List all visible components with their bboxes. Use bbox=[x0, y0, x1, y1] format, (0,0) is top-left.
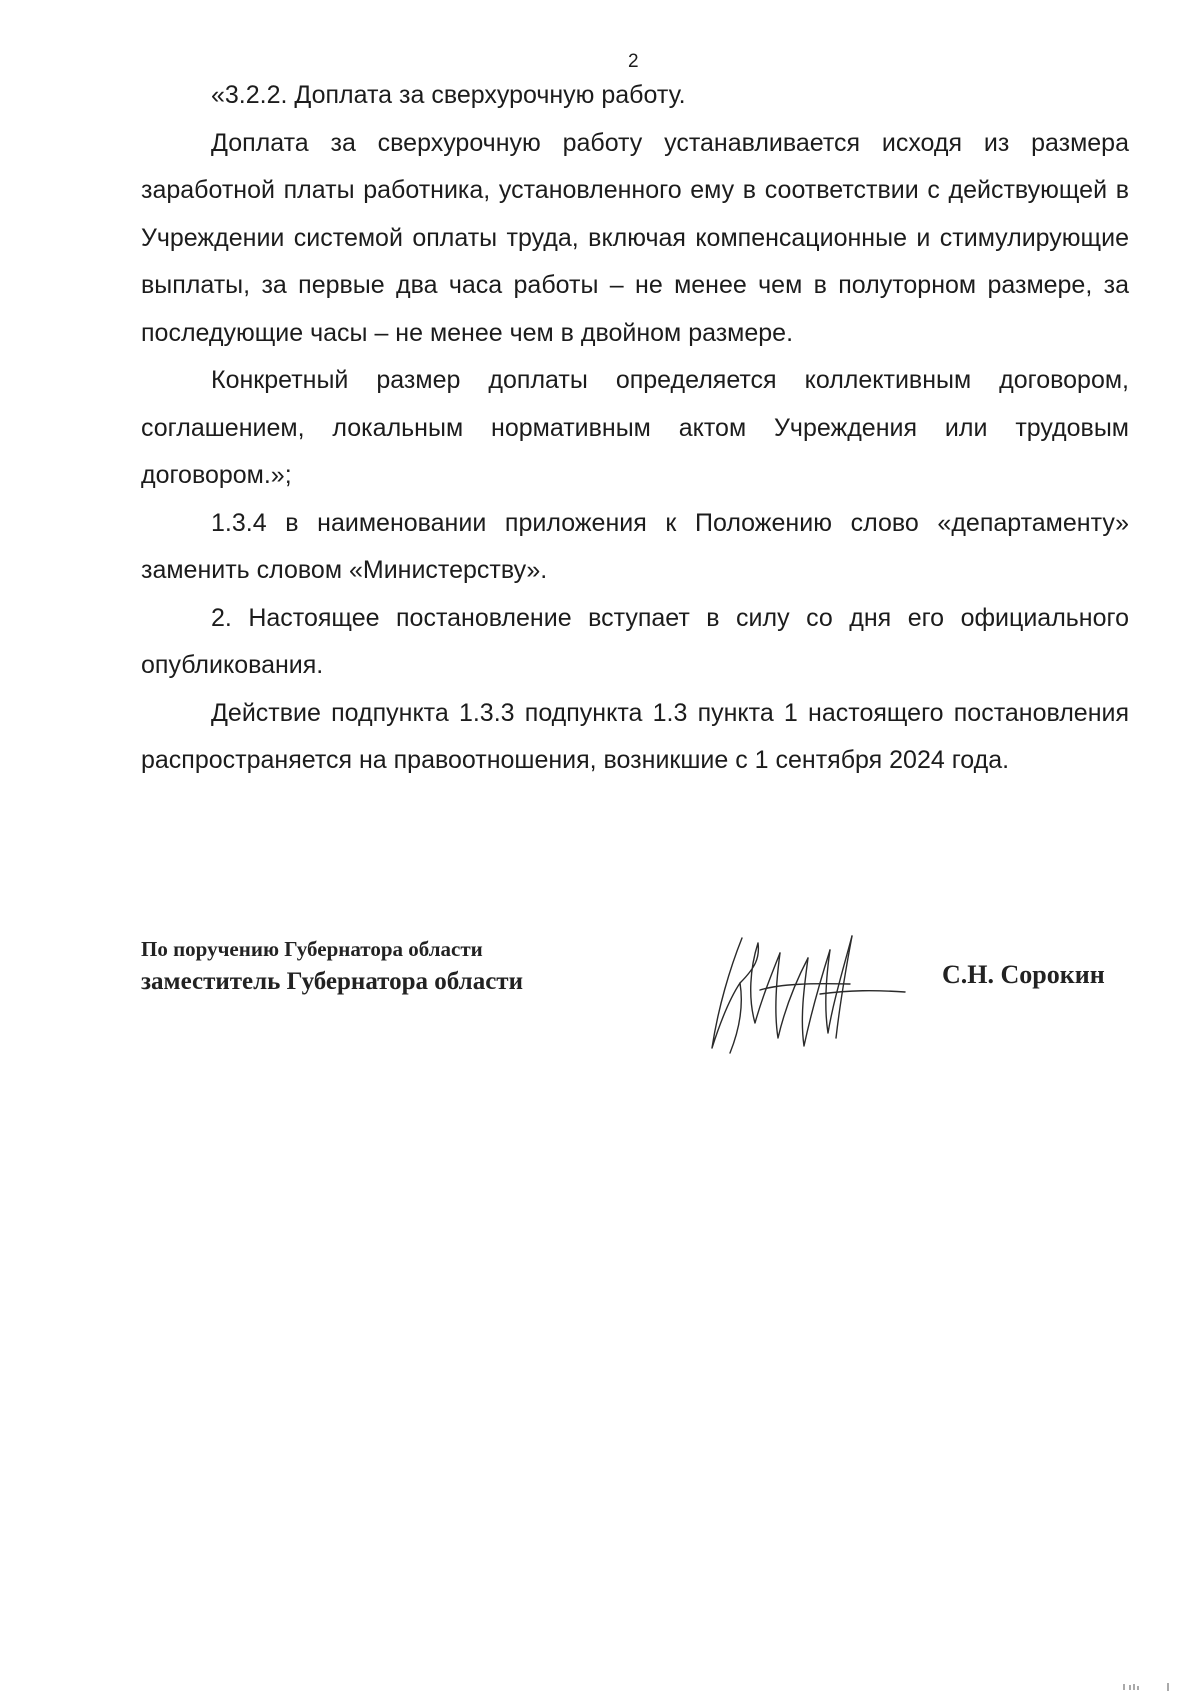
document-body bbox=[141, 72, 1129, 785]
signatory-position: заместитель Губернатора области bbox=[141, 968, 523, 995]
signatory-authority: По поручению Губернатора области bbox=[141, 937, 483, 961]
paragraph-effective-date: 2. Настоящее постановление вступает в силу со дня его официального опубликования. bbox=[141, 603, 1129, 679]
handwritten-signature bbox=[700, 928, 910, 1058]
signer-name: С.Н. Сорокин bbox=[942, 960, 1105, 989]
page-number: 2 bbox=[628, 51, 639, 72]
paragraph-heading-3-2-2: «3.2.2. Доплата за сверхурочную работу. bbox=[211, 81, 686, 109]
paragraph-specific-amount: Конкретный размер доплаты определяется коллективным договором, соглашением, локальным нормативным актом Учреждения или трудовым договором.»; bbox=[141, 366, 1129, 489]
signatory-title bbox=[141, 936, 523, 1002]
paragraph-retroactive-effect: Действие подпункта 1.3.3 подпункта 1.3 пункта 1 настоящего постановления распространяется на правоотношения, возникшие с 1 сентября 2024 года. bbox=[141, 698, 1129, 774]
paragraph-1-3-4: 1.3.4 в наименовании приложения к Положению слово «департаменту» заменить словом «Министерству». bbox=[141, 508, 1129, 584]
paragraph-overtime-pay: Доплата за сверхурочную работу устанавливается исходя из размера заработной платы работника, установленного ему в соответствии с действующей в Учреждении системой оплаты труда, включая компенсационные и стимулирующие выплаты, за первые два часа работы – не менее чем в полуторном размере, за последующие часы – не менее чем в двойном размере. bbox=[141, 128, 1129, 347]
scan-mark bbox=[1120, 1682, 1180, 1692]
